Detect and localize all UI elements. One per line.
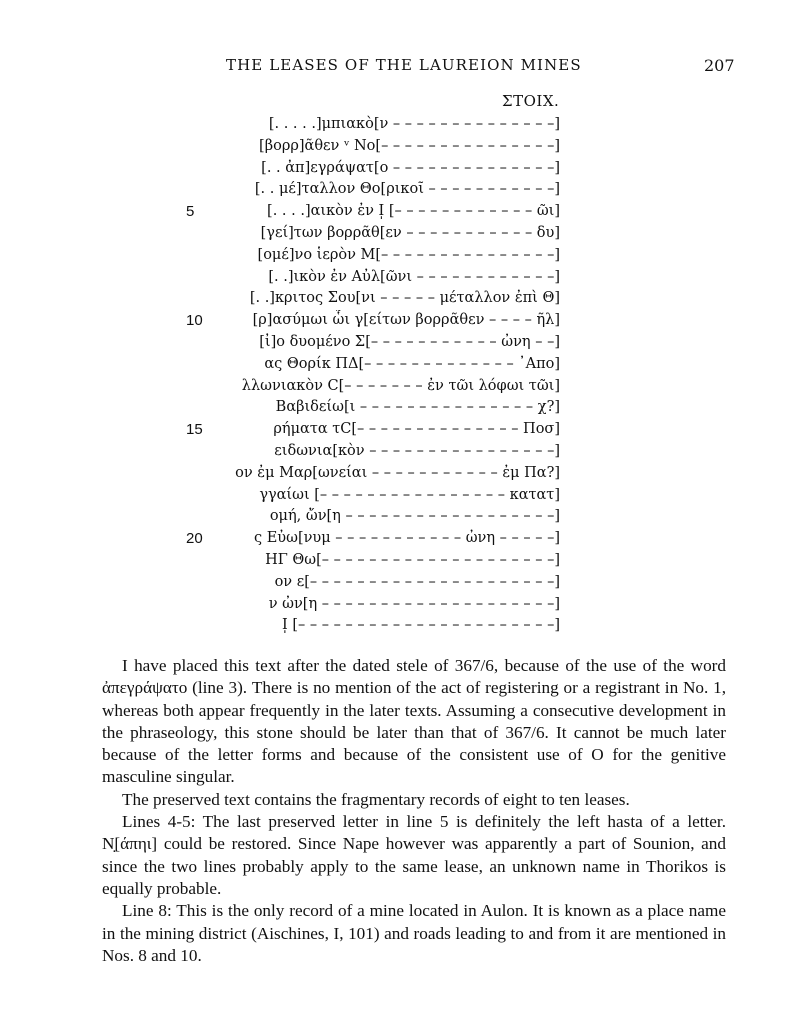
line-text: I̩ [– – – – – – – – – – – – – – – – – – – – – –] (282, 617, 560, 634)
commentary (102, 655, 726, 967)
line-text: [ομέ]νο ἱερὸν M[– – – – – – – – – – – – – – –] (257, 246, 560, 263)
line-text: γγαίωι [– – – – – – – – – – – – – – – – κατατ] (259, 486, 560, 503)
line-text: [γεί]των βορρᾶθ[εν – – – – – – – – – – – δυ] (260, 224, 560, 241)
line-text: ΗΓ Θω[– – – – – – – – – – – – – – – – – – – –] (265, 551, 560, 568)
line-text: [. .]κριτος Σου[νι – – – – – μέταλλον ἐπὶ Θ] (249, 290, 560, 307)
line-text: [. . μέ]ταλλον Θο[ρικοῖ – – – – – – – – – – –] (254, 181, 560, 198)
inscription-line (186, 376, 566, 398)
inscription-line (186, 463, 566, 485)
inscription-line (186, 441, 566, 463)
inscription-line (186, 245, 566, 267)
line-text: [βορρ]ᾶθεν ᵛ No[– – – – – – – – – – – – – – –] (259, 137, 560, 154)
paragraph: The preserved text contains the fragmentary records of eight to ten leases. (122, 789, 630, 809)
line-text: ρήματα τϹ[– – – – – – – – – – – – – – Ποσ] (273, 421, 560, 438)
line-text: ον ε[– – – – – – – – – – – – – – – – – – – – –] (274, 573, 560, 590)
line-text: ομή, ὤν[η – – – – – – – – – – – – – – – – – –] (269, 508, 560, 525)
inscription-line (186, 419, 566, 441)
inscription-line (186, 550, 566, 572)
inscription-line (186, 528, 566, 550)
line-number: 10 (186, 312, 203, 330)
line-text: [ἰ]ο δυομένο Σ[– – – – – – – – – – – ὠνη – –] (259, 333, 560, 350)
inscription-line (186, 332, 566, 354)
line-text: ς Εὐω[νυμ – – – – – – – – – – – ὠνη – – – – –] (253, 530, 560, 547)
inscription-line (186, 310, 566, 332)
inscription-line (186, 136, 566, 158)
paragraph: Line 8: This is the only record of a mine located in Aulon. It is known as a place name in the mining district (Aischines, I, 101) and roads leading to and from it are mentioned in Nos. 8 and 10. (102, 901, 726, 965)
line-text: ειδωνια[κὸν – – – – – – – – – – – – – – – –] (274, 442, 560, 459)
inscription-line (186, 288, 566, 310)
line-text: [. . . .]αικὸν ἐν I̩ [– – – – – – – – – – – – ῶι] (267, 203, 560, 220)
paragraph: I have placed this text after the dated stele of 367/6, because of the use of the word ἀπεγράψατο (line 3). There is no mention of the act of registering or a registrant in No. 1, whereas both appear frequently in the later texts. Assuming a consecutive development in the phraseology, this stone should be later than that of 367/6. It cannot be much later because of the letter forms and because of the consistent use of O for the genitive masculine singular. (102, 656, 726, 787)
inscription-line (186, 223, 566, 245)
page-number: 207 (704, 56, 735, 75)
line-text: ον ἐμ Μαρ[ωνείαι – – – – – – – – – – – ἐμ Πα?] (235, 464, 560, 481)
inscription-line (186, 354, 566, 376)
line-text: [. .]ικὸν ἐν Αὐλ[ῶνι – – – – – – – – – – – –] (268, 268, 560, 285)
inscription-line (186, 397, 566, 419)
line-text: Βαβιδείω[ι – – – – – – – – – – – – – – – χ?] (275, 399, 560, 416)
line-number: 20 (186, 530, 203, 548)
line-text: [. . ἀπ]εγράψατ[ο – – – – – – – – – – – – – –] (261, 159, 560, 176)
inscription-line (186, 201, 566, 223)
stoichedon-label: ΣΤΟΙΧ. (502, 92, 560, 110)
inscription-line (186, 485, 566, 507)
line-text: [ρ]ασύμωι ὧι γ[είτων βορρᾶθεν – – – – ῆλ] (252, 312, 560, 329)
running-head (0, 56, 792, 80)
inscription-line (186, 594, 566, 616)
inscription-line (186, 615, 566, 637)
inscription-line (186, 506, 566, 528)
inscription-line (186, 114, 566, 136)
paragraph: Lines 4-5: The last preserved letter in line 5 is definitely the left hasta of a letter. Ν̣[άπηι] could be restored. Since Nape however was apparently a part of Sounion, and since the two lines probably apply to the same lease, an unknown name in Thorikos is equally probable. (102, 812, 726, 898)
inscription-line (186, 179, 566, 201)
inscription-line (186, 158, 566, 180)
inscription-line (186, 572, 566, 594)
inscription-line (186, 267, 566, 289)
running-title: THE LEASES OF THE LAUREION MINES (226, 56, 582, 74)
line-text: ν ὠν[η – – – – – – – – – – – – – – – – – – – –] (268, 595, 560, 612)
line-text: λλωνιακὸν Ϲ[– – – – – – – ἐν τῶι λόφωι τῶι] (241, 377, 560, 394)
line-number: 15 (186, 421, 203, 439)
line-text: ας Θορίκ ΠΔ[– – – – – – – – – – – – – ᾿Απο] (264, 355, 560, 372)
line-text: [. . . . .]μπιακὸ[ν – – – – – – – – – – – – – –] (268, 116, 560, 132)
inscription-text (186, 114, 566, 637)
line-number: 5 (186, 203, 195, 221)
